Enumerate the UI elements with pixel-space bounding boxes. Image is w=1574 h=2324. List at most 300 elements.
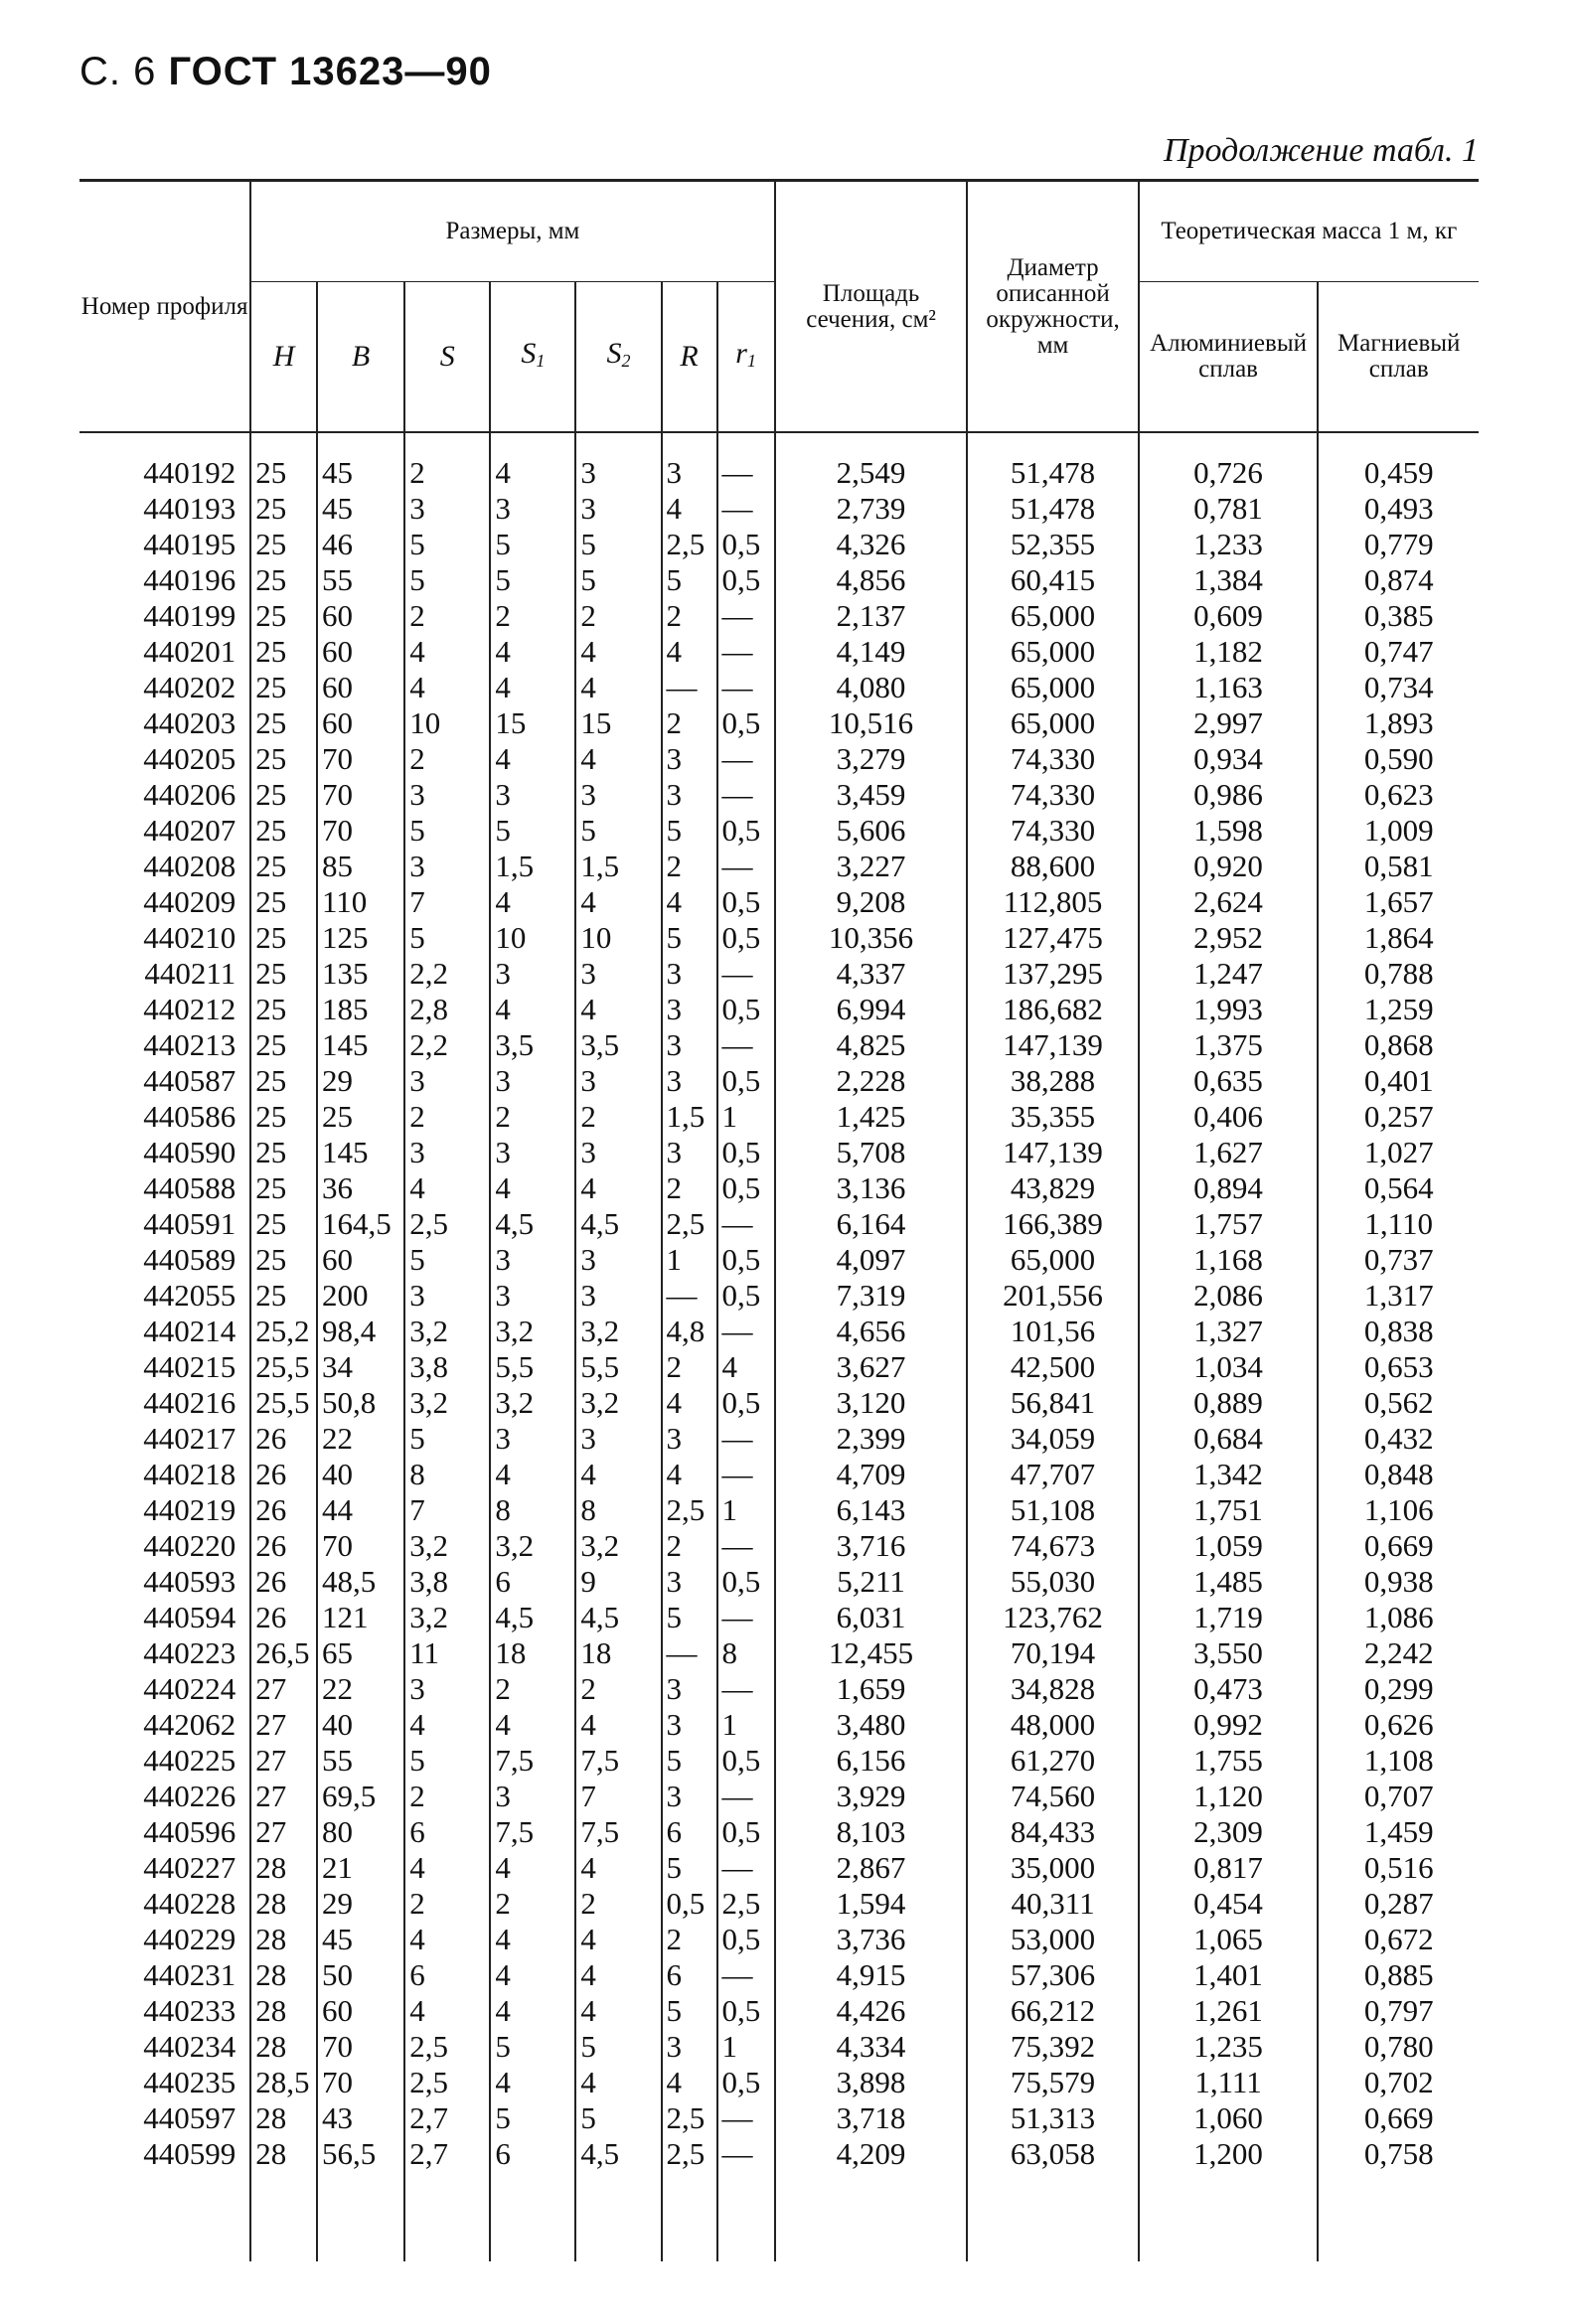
- dim-b-cell: 70: [317, 2029, 404, 2065]
- dim-r-cell: 4: [662, 1385, 717, 1421]
- dim-h-cell: 25: [250, 956, 317, 992]
- dim-h-cell: 27: [250, 1779, 317, 1814]
- diameter-header: Диаметр описанной окружности, мм: [967, 181, 1138, 433]
- mass-aluminum-cell: 1,327: [1139, 1314, 1319, 1349]
- dim-s1-cell: 10: [490, 920, 575, 956]
- mass-magnesium-cell: 0,797: [1318, 1993, 1479, 2029]
- dim-s-cell: 4: [404, 670, 490, 705]
- dim-s1-cell: 3: [490, 1135, 575, 1170]
- dim-s-cell: 5: [404, 1743, 490, 1779]
- dim-s-cell: 3,2: [404, 1314, 490, 1349]
- dim-s2-cell: 4: [575, 670, 661, 705]
- table-row: [79, 1099, 1479, 1135]
- table-row: [79, 1564, 1479, 1600]
- diameter-cell: 65,000: [967, 1242, 1138, 1278]
- diameter-cell: 74,330: [967, 777, 1138, 813]
- dim-b-cell: 46: [317, 527, 404, 562]
- dim-b-cell: 29: [317, 1063, 404, 1099]
- area-cell: 4,149: [775, 634, 968, 670]
- dim-h-cell: 28: [250, 2100, 317, 2136]
- dim-r-cell: 3: [662, 1564, 717, 1600]
- mass-magnesium-cell: 0,868: [1318, 1027, 1479, 1063]
- table-row: [79, 598, 1479, 634]
- area-cell: 3,627: [775, 1349, 968, 1385]
- dim-s-cell: 2: [404, 1779, 490, 1814]
- dim-s1-cell: 7,5: [490, 1814, 575, 1850]
- mass-magnesium-cell: 1,108: [1318, 1743, 1479, 1779]
- table-row: [79, 1206, 1479, 1242]
- dim-r-cell: 5: [662, 920, 717, 956]
- dim-s-cell: 2: [404, 1099, 490, 1135]
- dim-s-cell: 5: [404, 562, 490, 598]
- profile-number-cell: 440590: [143, 1135, 236, 1169]
- dim-s-cell: 2,7: [404, 2136, 490, 2172]
- profile-number-cell: 440227: [143, 1850, 236, 1885]
- dim-s2-cell: 7,5: [575, 1814, 661, 1850]
- mass-aluminum-cell: 1,034: [1139, 1349, 1319, 1385]
- profile-number-cell: 440215: [143, 1349, 236, 1384]
- dim-b-cell: 34: [317, 1349, 404, 1385]
- diameter-cell: 201,556: [967, 1278, 1138, 1314]
- dim-s2-cell: 4: [575, 741, 661, 777]
- profile-number-header: Номер профиля: [79, 181, 250, 433]
- table-row: [79, 1635, 1479, 1671]
- dim-h-cell: 25: [250, 670, 317, 705]
- dim-h-cell: 26: [250, 1457, 317, 1492]
- dim-s-cell: 5: [404, 920, 490, 956]
- area-cell: 2,549: [775, 432, 968, 491]
- dim-r-cell: 0,5: [662, 1886, 717, 1922]
- profile-number-cell: 440192: [143, 455, 236, 490]
- dim-b-cell: 145: [317, 1135, 404, 1170]
- area-cell: 2,228: [775, 1063, 968, 1099]
- mass-magnesium-cell: 0,653: [1318, 1349, 1479, 1385]
- dim-s-cell: 4: [404, 1922, 490, 1957]
- table-row: [79, 1993, 1479, 2029]
- profile-number-cell: 440226: [143, 1779, 236, 1813]
- dim-r-cell: 2,5: [662, 527, 717, 562]
- dim-r1-cell: —: [717, 598, 775, 634]
- dim-r-cell: 4: [662, 884, 717, 920]
- dim-s1-cell: 4: [490, 1957, 575, 1993]
- mass-aluminum-cell: 2,624: [1139, 884, 1319, 920]
- dim-r1-cell: —: [717, 1671, 775, 1707]
- area-cell: 6,143: [775, 1492, 968, 1528]
- dim-b-cell: 70: [317, 1528, 404, 1564]
- diameter-cell: 65,000: [967, 670, 1138, 705]
- mass-magnesium-cell: 1,009: [1318, 813, 1479, 849]
- mass-aluminum-cell: 1,627: [1139, 1135, 1319, 1170]
- dim-r-cell: 2: [662, 849, 717, 884]
- dim-r-cell: 6: [662, 1957, 717, 1993]
- table-row: [79, 1814, 1479, 1850]
- mass-magnesium-cell: 0,401: [1318, 1063, 1479, 1099]
- spacer-cell: [662, 2172, 717, 2261]
- profile-number-cell: 440211: [144, 956, 236, 991]
- dim-r1-cell: 1: [717, 1707, 775, 1743]
- spacer-cell: [404, 2172, 490, 2261]
- diameter-cell: 84,433: [967, 1814, 1138, 1850]
- profile-number-cell: 440599: [143, 2136, 236, 2171]
- area-cell: 4,856: [775, 562, 968, 598]
- profile-number-cell: 440228: [143, 1886, 236, 1921]
- dim-r-cell: 3: [662, 1779, 717, 1814]
- table-row: [79, 491, 1479, 527]
- dim-b-cell: 60: [317, 670, 404, 705]
- mass-magnesium-cell: 1,027: [1318, 1135, 1479, 1170]
- dim-h-cell: 25: [250, 1206, 317, 1242]
- dim-b-cell: 48,5: [317, 1564, 404, 1600]
- dim-s2-cell: 4,5: [575, 1600, 661, 1635]
- dim-s2-cell: 3: [575, 1421, 661, 1457]
- dim-r1-cell: —: [717, 1528, 775, 1564]
- dim-r1-cell: 0,5: [717, 527, 775, 562]
- area-cell: 5,606: [775, 813, 968, 849]
- dim-r1-cell: —: [717, 432, 775, 491]
- profile-number-cell: 440206: [143, 777, 236, 812]
- dim-r1-cell: 0,5: [717, 1385, 775, 1421]
- dim-r1-cell: —: [717, 2100, 775, 2136]
- dim-r-cell: 1: [662, 1242, 717, 1278]
- table-row: [79, 1528, 1479, 1564]
- area-cell: 12,455: [775, 1635, 968, 1671]
- table-continuation-caption: Продолжение табл. 1: [1163, 132, 1479, 169]
- spacer-cell: [967, 2172, 1138, 2261]
- dim-s-cell: 4: [404, 1993, 490, 2029]
- dim-s1-cell: 6: [490, 2136, 575, 2172]
- dim-s-cell: 11: [404, 1635, 490, 1671]
- dim-r1-cell: —: [717, 849, 775, 884]
- mass-aluminum-cell: 1,111: [1139, 2065, 1319, 2100]
- profile-number-cell: 440201: [143, 634, 236, 669]
- mass-magnesium-cell: 0,779: [1318, 527, 1479, 562]
- mass-magnesium-cell: 1,110: [1318, 1206, 1479, 1242]
- diameter-cell: 137,295: [967, 956, 1138, 992]
- table-row: [79, 2100, 1479, 2136]
- mass-magnesium-cell: 0,874: [1318, 562, 1479, 598]
- dim-r1-cell: —: [717, 956, 775, 992]
- dim-h-cell: 25: [250, 813, 317, 849]
- dim-h-cell: 25: [250, 992, 317, 1027]
- dim-h-cell: 25: [250, 562, 317, 598]
- dim-r-cell: 2: [662, 1349, 717, 1385]
- diameter-cell: 51,313: [967, 2100, 1138, 2136]
- dim-r-cell: —: [662, 1635, 717, 1671]
- table-row: [79, 992, 1479, 1027]
- profile-number-cell: 442062: [143, 1707, 236, 1742]
- dim-s-cell: 6: [404, 1957, 490, 1993]
- dim-h-cell: 25: [250, 527, 317, 562]
- dim-s2-cell: 10: [575, 920, 661, 956]
- dim-s-cell: 3: [404, 849, 490, 884]
- dim-h-cell: 25: [250, 491, 317, 527]
- dim-s1-cell: 3,5: [490, 1027, 575, 1063]
- mass-magnesium-cell: 0,623: [1318, 777, 1479, 813]
- dim-s1-cell: 4: [490, 670, 575, 705]
- mass-aluminum-cell: 1,342: [1139, 1457, 1319, 1492]
- dim-h-cell: 25: [250, 1278, 317, 1314]
- dim-s2-cell: 4: [575, 1170, 661, 1206]
- dim-s2-cell: 3,2: [575, 1385, 661, 1421]
- dim-s1-cell: 4: [490, 1170, 575, 1206]
- dim-s2-cell: 4: [575, 2065, 661, 2100]
- dim-s2-cell: 4: [575, 992, 661, 1027]
- mass-magnesium-cell: 0,737: [1318, 1242, 1479, 1278]
- dim-b-cell: 50,8: [317, 1385, 404, 1421]
- dim-s2-cell: 3: [575, 1278, 661, 1314]
- dim-r-cell: 2: [662, 1528, 717, 1564]
- dim-s1-cell: 4: [490, 1922, 575, 1957]
- table-row: [79, 741, 1479, 777]
- profile-number-cell: 440218: [143, 1457, 236, 1491]
- dim-s1-cell: 4,5: [490, 1600, 575, 1635]
- dim-s-cell: 3: [404, 1278, 490, 1314]
- dim-s1-cell: 15: [490, 705, 575, 741]
- dim-s2-cell: 4: [575, 1957, 661, 1993]
- dim-s2-cell: 4: [575, 1850, 661, 1886]
- area-cell: 10,356: [775, 920, 968, 956]
- diameter-cell: 56,841: [967, 1385, 1138, 1421]
- dim-h-cell: 25: [250, 1063, 317, 1099]
- dim-s2-cell: 5: [575, 562, 661, 598]
- mass-magnesium-cell: 0,702: [1318, 2065, 1479, 2100]
- diameter-cell: 75,579: [967, 2065, 1138, 2100]
- page-number: С. 6: [79, 50, 157, 93]
- dim-b-cell: 29: [317, 1886, 404, 1922]
- spacer-cell: [575, 2172, 661, 2261]
- mass-magnesium-cell: 0,885: [1318, 1957, 1479, 1993]
- profile-number-cell: 442055: [143, 1278, 236, 1313]
- area-cell: 3,120: [775, 1385, 968, 1421]
- spacer-cell: [1139, 2172, 1319, 2261]
- dim-b-cell: 55: [317, 1743, 404, 1779]
- table-body: [79, 432, 1479, 2261]
- table-row: [79, 1063, 1479, 1099]
- profile-number-cell: 440207: [143, 813, 236, 848]
- mass-aluminum-cell: 1,757: [1139, 1206, 1319, 1242]
- dim-r1-cell: 0,5: [717, 1063, 775, 1099]
- dim-s1-cell: 4: [490, 1993, 575, 2029]
- area-cell: 2,137: [775, 598, 968, 634]
- dim-s-cell: 3,8: [404, 1349, 490, 1385]
- dim-s-cell: 2,2: [404, 1027, 490, 1063]
- dim-s-cell: 3,8: [404, 1564, 490, 1600]
- dim-b-cell: 70: [317, 777, 404, 813]
- dim-h-cell: 25: [250, 432, 317, 491]
- dim-s2-cell: 5: [575, 2100, 661, 2136]
- dim-h-cell: 25,5: [250, 1385, 317, 1421]
- mass-aluminum-cell: 1,719: [1139, 1600, 1319, 1635]
- table-row: [79, 920, 1479, 956]
- dim-r-header: R: [662, 282, 717, 433]
- table-row: [79, 849, 1479, 884]
- diameter-cell: 88,600: [967, 849, 1138, 884]
- mass-header: Теоретическая масса 1 м, кг: [1139, 181, 1479, 282]
- dim-s-cell: 2,8: [404, 992, 490, 1027]
- mass-aluminum-cell: 0,934: [1139, 741, 1319, 777]
- mass-aluminum-cell: 1,182: [1139, 634, 1319, 670]
- table-row: [79, 1170, 1479, 1206]
- dim-r-cell: 4: [662, 634, 717, 670]
- mass-aluminum-cell: 1,247: [1139, 956, 1319, 992]
- dim-s1-cell: 4: [490, 1457, 575, 1492]
- dim-s1-cell: 3: [490, 1242, 575, 1278]
- dim-s1-cell: 3,2: [490, 1528, 575, 1564]
- profile-number-cell: 440225: [143, 1743, 236, 1778]
- area-cell: 3,459: [775, 777, 968, 813]
- dim-s1-cell: 4,5: [490, 1206, 575, 1242]
- area-cell: 8,103: [775, 1814, 968, 1850]
- dim-s1-cell: 2: [490, 1099, 575, 1135]
- diameter-cell: 35,000: [967, 1850, 1138, 1886]
- mass-aluminum-cell: 0,635: [1139, 1063, 1319, 1099]
- mass-magnesium-cell: 0,590: [1318, 741, 1479, 777]
- dim-b-cell: 45: [317, 1922, 404, 1957]
- spacer-cell: [1318, 2172, 1479, 2261]
- dim-s1-cell: 4: [490, 634, 575, 670]
- table-row: [79, 1492, 1479, 1528]
- mass-magnesium-cell: 0,838: [1318, 1314, 1479, 1349]
- dim-r1-cell: 0,5: [717, 1743, 775, 1779]
- dim-r1-cell: 0,5: [717, 884, 775, 920]
- diameter-cell: 65,000: [967, 705, 1138, 741]
- dim-s1-cell: 2: [490, 1671, 575, 1707]
- dim-h-cell: 25: [250, 884, 317, 920]
- dim-r-cell: 2,5: [662, 2136, 717, 2172]
- dim-s2-cell: 8: [575, 1492, 661, 1528]
- mass-magnesium-cell: 1,657: [1318, 884, 1479, 920]
- table-row: [79, 705, 1479, 741]
- dim-b-cell: 80: [317, 1814, 404, 1850]
- dim-s-cell: 3,2: [404, 1528, 490, 1564]
- profile-number-cell: 440219: [143, 1492, 236, 1527]
- dim-s1-cell: 5: [490, 527, 575, 562]
- dim-s1-cell: 5,5: [490, 1349, 575, 1385]
- diameter-cell: 65,000: [967, 598, 1138, 634]
- table-row: [79, 1600, 1479, 1635]
- dim-r-cell: 1,5: [662, 1099, 717, 1135]
- spacer-cell: [317, 2172, 404, 2261]
- mass-magnesium-cell: 0,564: [1318, 1170, 1479, 1206]
- table-row: [79, 1349, 1479, 1385]
- dim-b-cell: 60: [317, 634, 404, 670]
- dim-s2-cell: 3,2: [575, 1314, 661, 1349]
- area-cell: 6,994: [775, 992, 968, 1027]
- area-cell: 3,898: [775, 2065, 968, 2100]
- area-cell: 4,709: [775, 1457, 968, 1492]
- dim-r1-cell: —: [717, 741, 775, 777]
- profile-number-cell: 440231: [143, 1957, 236, 1992]
- dim-s2-cell: 9: [575, 1564, 661, 1600]
- dim-s2-cell: 3,2: [575, 1528, 661, 1564]
- dim-s-cell: 6: [404, 1814, 490, 1850]
- dim-r-cell: 2,5: [662, 1492, 717, 1528]
- dim-h-cell: 28: [250, 1850, 317, 1886]
- mass-aluminum-cell: 1,060: [1139, 2100, 1319, 2136]
- dim-s1-cell: 4: [490, 432, 575, 491]
- area-cell: 4,334: [775, 2029, 968, 2065]
- dim-b-cell: 55: [317, 562, 404, 598]
- mass-aluminum-cell: 3,550: [1139, 1635, 1319, 1671]
- table-row: [79, 1922, 1479, 1957]
- mass-aluminum-cell: 1,384: [1139, 562, 1319, 598]
- area-cell: 3,716: [775, 1528, 968, 1564]
- dim-s2-cell: 4: [575, 1922, 661, 1957]
- dim-b-cell: 145: [317, 1027, 404, 1063]
- mass-magnesium-cell: 1,086: [1318, 1600, 1479, 1635]
- dim-h-cell: 26,5: [250, 1635, 317, 1671]
- mass-magnesium-cell: 1,317: [1318, 1278, 1479, 1314]
- dim-s2-cell: 15: [575, 705, 661, 741]
- diameter-cell: 147,139: [967, 1135, 1138, 1170]
- area-cell: 3,227: [775, 849, 968, 884]
- table-row: [79, 1278, 1479, 1314]
- mass-magnesium-cell: 0,672: [1318, 1922, 1479, 1957]
- dim-b-cell: 125: [317, 920, 404, 956]
- dim-s-cell: 5: [404, 1242, 490, 1278]
- dim-s2-cell: 5: [575, 527, 661, 562]
- mass-aluminum-cell: 2,997: [1139, 705, 1319, 741]
- dim-s1-cell: 7,5: [490, 1743, 575, 1779]
- dim-s2-cell: 3,5: [575, 1027, 661, 1063]
- dim-r1-cell: 0,5: [717, 813, 775, 849]
- dim-s1-cell: 3: [490, 491, 575, 527]
- magnesium-alloy-header: Магниевый сплав: [1318, 282, 1479, 433]
- dim-r-cell: 3: [662, 1063, 717, 1099]
- profile-number-cell: 440216: [143, 1385, 236, 1420]
- dim-s2-cell: 18: [575, 1635, 661, 1671]
- dim-s-cell: 3: [404, 1135, 490, 1170]
- dim-h-cell: 28: [250, 1957, 317, 1993]
- area-cell: 7,319: [775, 1278, 968, 1314]
- dim-b-cell: 200: [317, 1278, 404, 1314]
- spacer-cell: [250, 2172, 317, 2261]
- area-cell: 3,929: [775, 1779, 968, 1814]
- dim-s-cell: 2: [404, 598, 490, 634]
- dim-h-cell: 25: [250, 1242, 317, 1278]
- dim-s1-cell: 3: [490, 1421, 575, 1457]
- standard-code: ГОСТ 13623—90: [168, 50, 492, 93]
- dim-s-cell: 3: [404, 1671, 490, 1707]
- dim-h-cell: 25: [250, 1135, 317, 1170]
- dim-r1-cell: —: [717, 491, 775, 527]
- diameter-cell: 43,829: [967, 1170, 1138, 1206]
- diameter-cell: 65,000: [967, 634, 1138, 670]
- dim-b-cell: 60: [317, 705, 404, 741]
- dim-r1-cell: —: [717, 1850, 775, 1886]
- dim-r1-cell: 0,5: [717, 1922, 775, 1957]
- dim-r1-cell: —: [717, 1457, 775, 1492]
- dim-s2-cell: 3: [575, 956, 661, 992]
- area-cell: 5,708: [775, 1135, 968, 1170]
- mass-aluminum-cell: 1,375: [1139, 1027, 1319, 1063]
- dim-s1-cell: 5: [490, 2029, 575, 2065]
- spacer-cell: [775, 2172, 968, 2261]
- dim-r-cell: 3: [662, 741, 717, 777]
- dim-r1-cell: —: [717, 777, 775, 813]
- aluminum-alloy-header: Алюминиевый сплав: [1139, 282, 1319, 433]
- mass-magnesium-cell: 0,459: [1318, 432, 1479, 491]
- dim-s1-cell: 8: [490, 1492, 575, 1528]
- table-row: [79, 1779, 1479, 1814]
- table-row: [79, 2029, 1479, 2065]
- profile-number-cell: 440594: [143, 1600, 236, 1634]
- dim-s-cell: 2: [404, 432, 490, 491]
- dimensions-header: Размеры, мм: [250, 181, 774, 282]
- dim-s-cell: 3,2: [404, 1385, 490, 1421]
- dim-r-cell: 2: [662, 598, 717, 634]
- dim-s-cell: 5: [404, 527, 490, 562]
